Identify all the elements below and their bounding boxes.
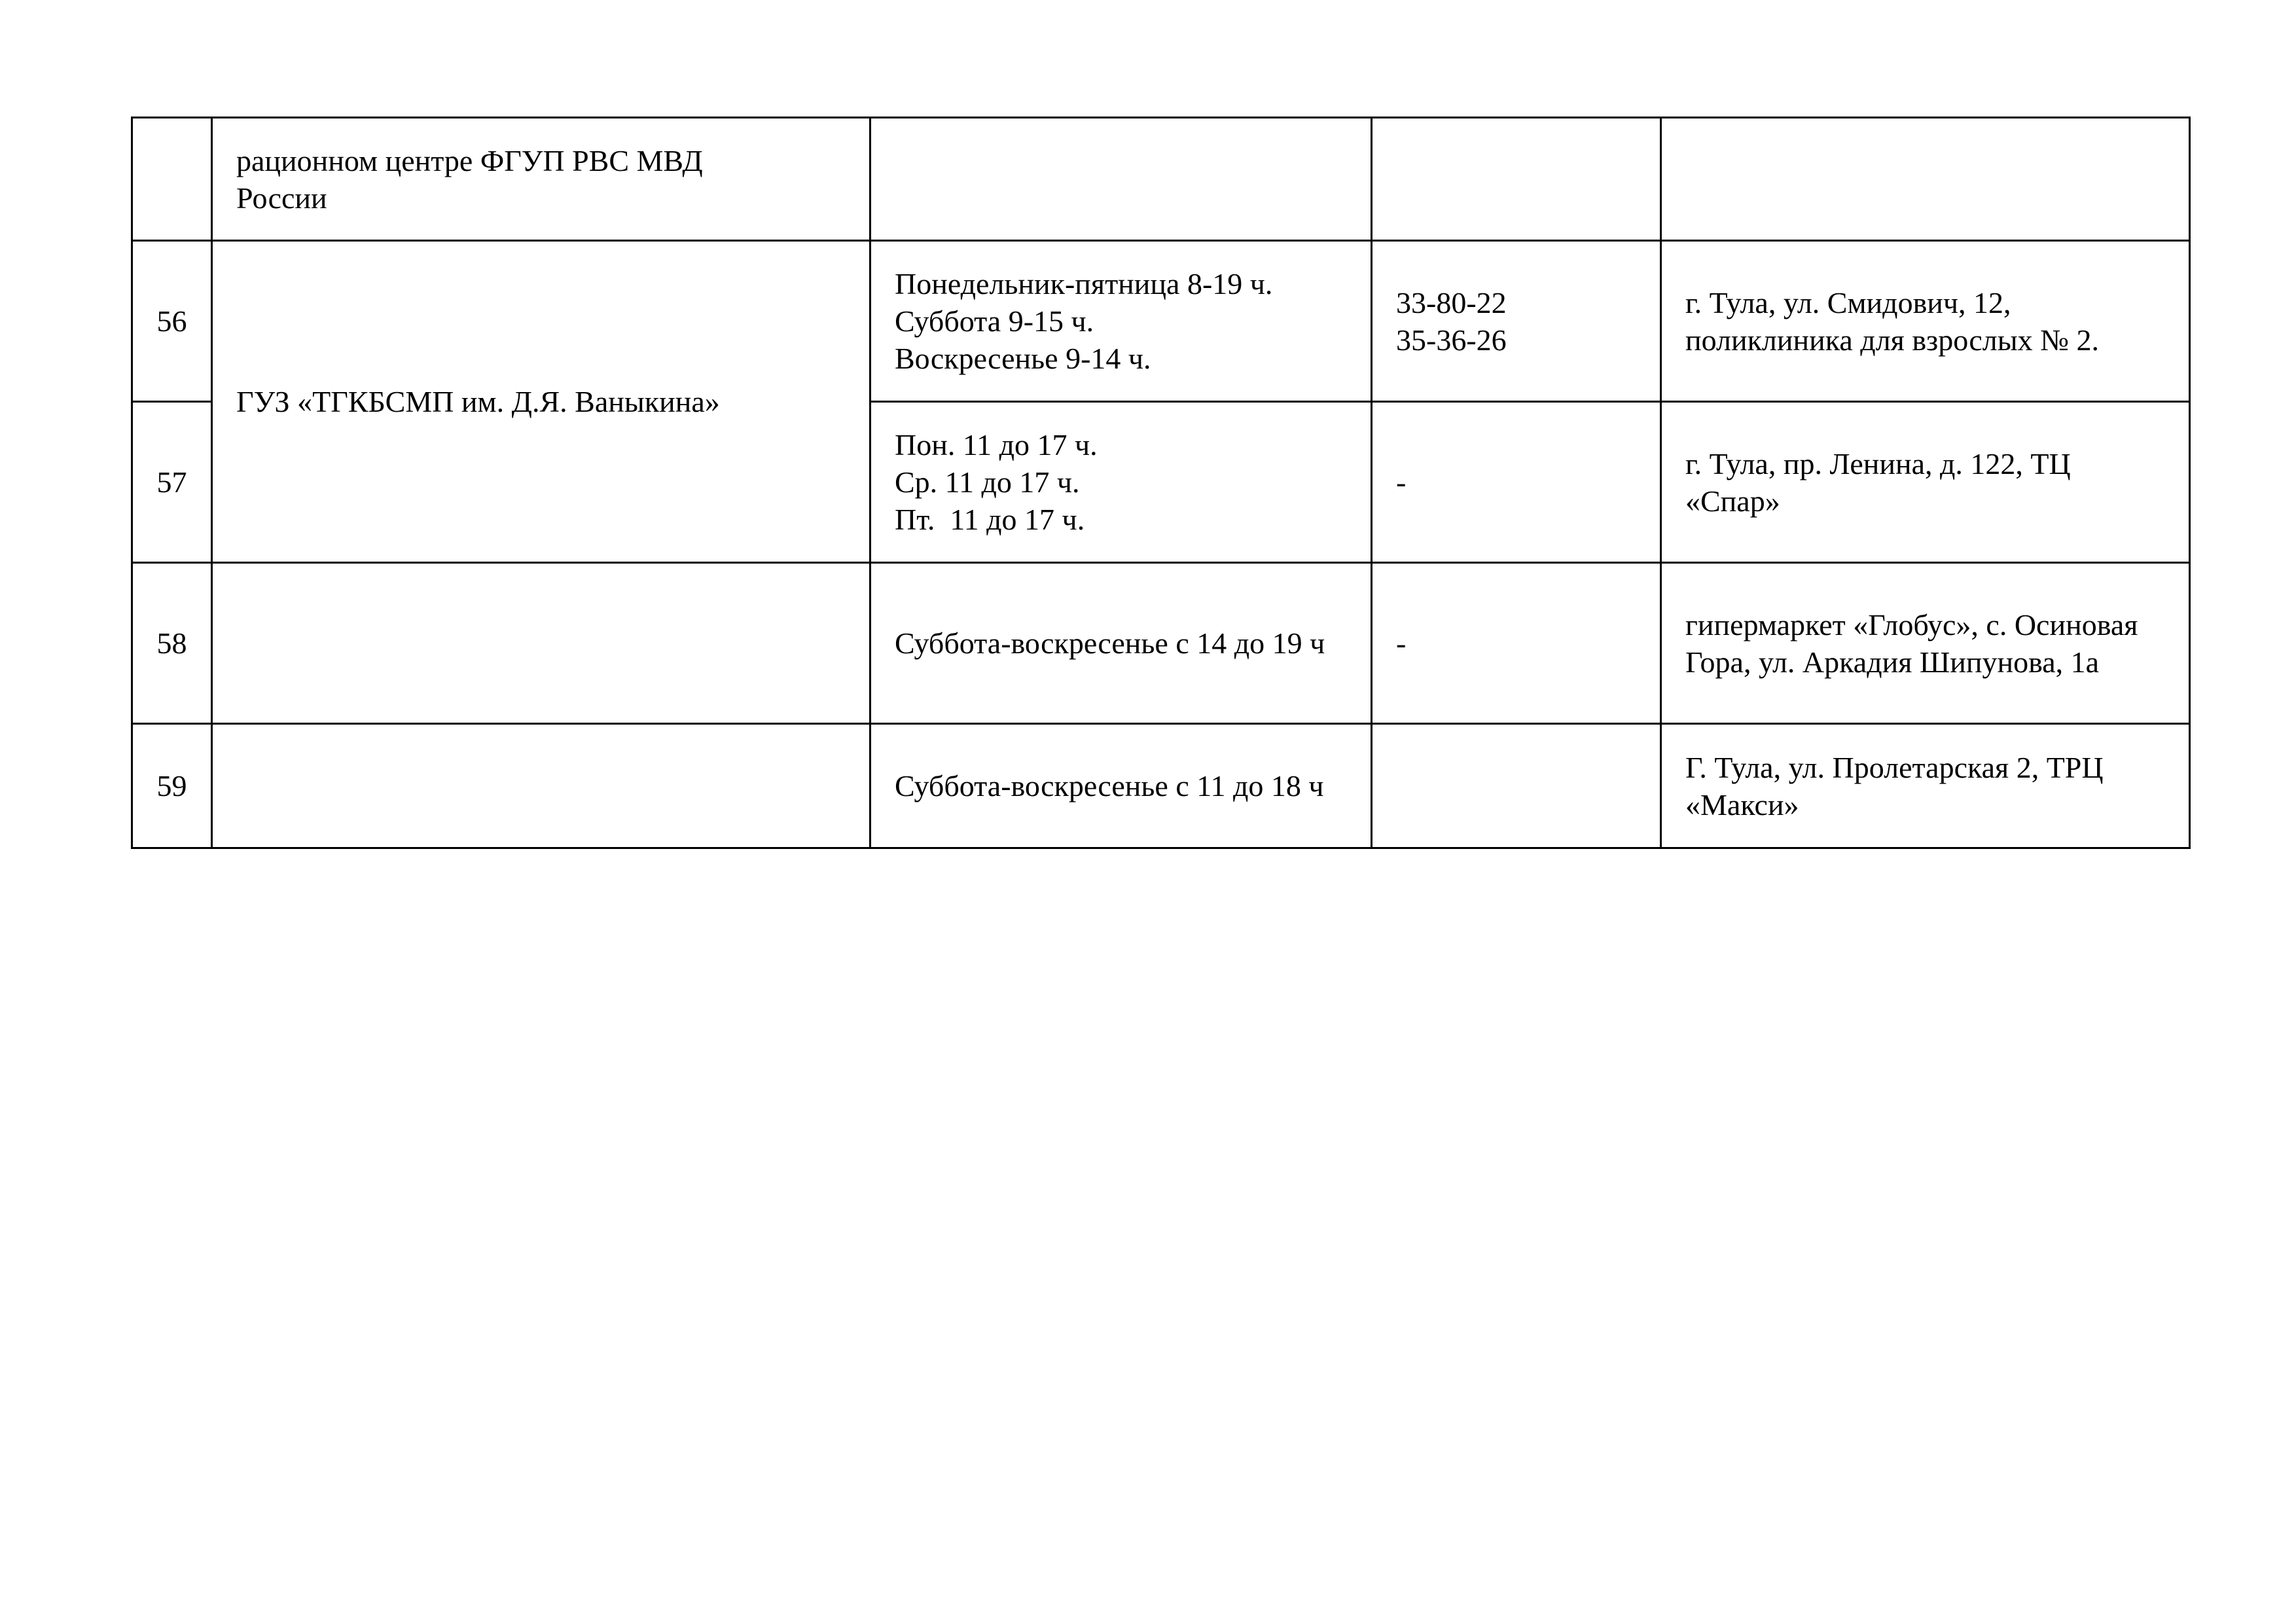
schedule-line: Пон. 11 до 17 ч. xyxy=(895,428,1098,461)
organization-text: ГУЗ «ТГКБСМП им. Д.Я. Ваныкина» xyxy=(236,385,720,418)
schedule-cell xyxy=(870,402,1372,563)
phone-cell xyxy=(1372,402,1661,563)
phone-line: - xyxy=(1396,626,1407,660)
address-text: Г. Тула, ул. Пролетарская 2, ТРЦ «Макси» xyxy=(1685,750,2104,821)
row-number-cell: 57 xyxy=(132,402,212,563)
address-text: г. Тула, ул. Смидович, 12, поликлиника для взрослых № 2. xyxy=(1685,285,2100,357)
schedule-line: Суббота-воскресенье с 14 до 19 ч xyxy=(895,626,1325,660)
schedule-line: Воскресенье 9-14 ч. xyxy=(895,342,1151,375)
organization-cell xyxy=(212,724,870,848)
organization-text: рационном центре ФГУП РВС МВД России xyxy=(236,143,703,215)
schedule-cell xyxy=(870,241,1372,402)
organization-cell xyxy=(212,563,870,724)
organization-cell xyxy=(212,118,870,241)
schedule-cell xyxy=(870,563,1372,724)
schedule-cell xyxy=(870,118,1372,241)
organization-cell xyxy=(212,241,870,563)
schedule-line: Ср. 11 до 17 ч. xyxy=(895,465,1080,499)
address-cell xyxy=(1661,724,2190,848)
address-text: г. Тула, пр. Ленина, д. 122, ТЦ «Спар» xyxy=(1685,446,2071,518)
schedule-line: Суббота-воскресенье с 11 до 18 ч xyxy=(895,769,1324,803)
schedule-line: Понедельник-пятница 8-19 ч. xyxy=(895,267,1273,300)
phone-cell xyxy=(1372,724,1661,848)
phone-cell xyxy=(1372,118,1661,241)
address-cell xyxy=(1661,563,2190,724)
row-number-cell: 58 xyxy=(132,563,212,724)
services-table xyxy=(131,117,2191,849)
row-number-cell: 59 xyxy=(132,724,212,848)
phone-cell xyxy=(1372,241,1661,402)
phone-line: 35-36-26 xyxy=(1396,323,1507,357)
table-row xyxy=(132,118,2190,241)
address-cell xyxy=(1661,118,2190,241)
address-cell xyxy=(1661,402,2190,563)
table-row xyxy=(132,724,2190,848)
address-text: гипермаркет «Глобус», с. Осиновая Гора, ул. Аркадия Шипунова, 1а xyxy=(1685,607,2138,679)
phone-cell xyxy=(1372,563,1661,724)
table-row xyxy=(132,241,2190,402)
phone-line: - xyxy=(1396,465,1407,499)
row-number-cell: 56 xyxy=(132,241,212,402)
schedule-cell xyxy=(870,724,1372,848)
table-row xyxy=(132,563,2190,724)
address-cell xyxy=(1661,241,2190,402)
schedule-line: Пт. 11 до 17 ч. xyxy=(895,503,1085,536)
phone-line: 33-80-22 xyxy=(1396,285,1507,319)
row-number-cell xyxy=(132,118,212,241)
schedule-line: Суббота 9-15 ч. xyxy=(895,304,1094,338)
